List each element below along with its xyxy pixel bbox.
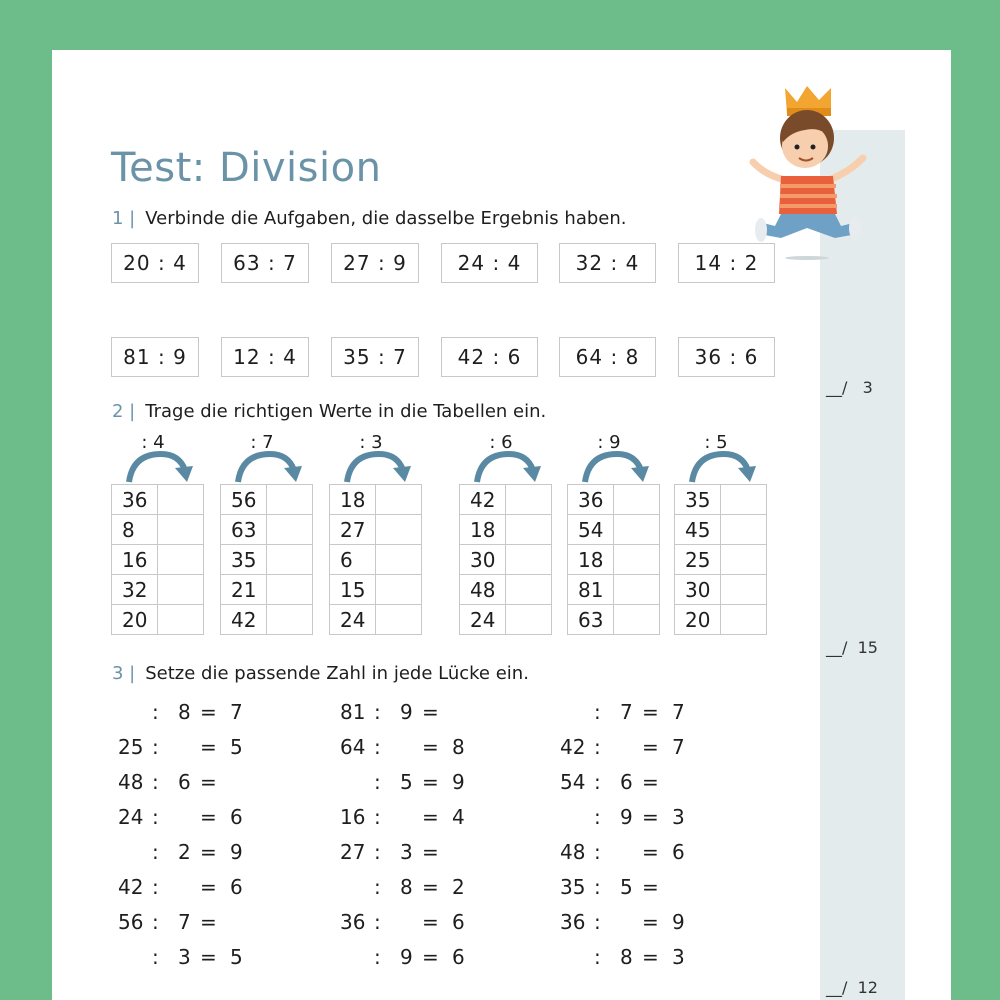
curved-arrow-icon	[232, 448, 304, 484]
divide-sign: :	[594, 735, 601, 759]
table-row	[568, 605, 660, 635]
divide-sign: :	[594, 840, 601, 864]
answer-cell[interactable]	[506, 485, 552, 515]
curved-arrow-icon	[341, 448, 413, 484]
division-table	[220, 484, 313, 635]
dividend: 36	[560, 910, 586, 934]
divide-sign: :	[152, 770, 159, 794]
equation-row[interactable]	[118, 910, 258, 934]
table-row	[568, 485, 660, 515]
dividend: 42	[560, 735, 586, 759]
table-row	[221, 605, 313, 635]
equation-row[interactable]	[340, 945, 480, 969]
equals-sign: =	[422, 770, 439, 794]
answer-cell[interactable]	[506, 545, 552, 575]
table-row	[330, 515, 422, 545]
table-row	[112, 515, 204, 545]
answer-cell[interactable]	[158, 545, 204, 575]
equation-row[interactable]	[118, 735, 258, 759]
answer-cell[interactable]	[376, 545, 422, 575]
equation-row[interactable]	[560, 770, 700, 794]
table-row	[330, 605, 422, 635]
divisor: 3	[178, 945, 191, 969]
page-title: Test: Division	[111, 145, 382, 191]
divide-sign: :	[594, 910, 601, 934]
answer-cell[interactable]	[267, 575, 313, 605]
curved-arrow-icon	[686, 448, 758, 484]
equals-sign: =	[422, 700, 439, 724]
dividend-cell: 18	[330, 485, 376, 515]
table-row	[221, 575, 313, 605]
divide-sign: :	[374, 770, 381, 794]
table-row	[460, 545, 552, 575]
equation-row[interactable]	[118, 700, 258, 724]
dividend-cell: 56	[221, 485, 267, 515]
task-3-instruction	[112, 663, 529, 684]
score-task-3: __/ 12	[826, 978, 878, 997]
quotient: 2	[452, 875, 465, 899]
answer-cell[interactable]	[158, 605, 204, 635]
equation-row[interactable]	[340, 700, 480, 724]
answer-cell[interactable]	[376, 515, 422, 545]
answer-cell[interactable]	[158, 485, 204, 515]
dividend-cell: 24	[460, 605, 506, 635]
table-row	[568, 575, 660, 605]
equation-row[interactable]	[118, 805, 258, 829]
dividend-cell: 35	[675, 485, 721, 515]
answer-cell[interactable]	[506, 575, 552, 605]
quotient: 9	[230, 840, 243, 864]
equals-sign: =	[200, 805, 217, 829]
equals-sign: =	[200, 910, 217, 934]
table-row	[221, 485, 313, 515]
divide-sign: :	[152, 840, 159, 864]
divide-sign: :	[374, 700, 381, 724]
dividend: 42	[118, 875, 144, 899]
divisor: 2	[178, 840, 191, 864]
quotient: 3	[672, 805, 685, 829]
divide-sign: :	[152, 805, 159, 829]
dividend-cell: 18	[568, 545, 614, 575]
answer-cell[interactable]	[721, 485, 767, 515]
operator-label: : 3	[359, 432, 383, 453]
dividend-cell: 42	[460, 485, 506, 515]
divisor: 7	[178, 910, 191, 934]
table-row	[221, 515, 313, 545]
quotient: 5	[230, 945, 243, 969]
answer-cell[interactable]	[376, 485, 422, 515]
equals-sign: =	[642, 700, 659, 724]
equation-row[interactable]	[560, 945, 700, 969]
dividend-cell: 20	[675, 605, 721, 635]
answer-cell[interactable]	[614, 575, 660, 605]
divide-sign: :	[374, 840, 381, 864]
operator-label: : 9	[597, 432, 621, 453]
curved-arrow-icon	[123, 448, 195, 484]
equation-row[interactable]	[560, 910, 700, 934]
dividend-cell: 42	[221, 605, 267, 635]
equation-row[interactable]	[118, 770, 258, 794]
task-3-text: Setze die passende Zahl in jede Lücke ein.	[145, 663, 529, 684]
table-row	[112, 575, 204, 605]
dividend-cell: 16	[112, 545, 158, 575]
divide-sign: :	[152, 700, 159, 724]
dividend-cell: 63	[221, 515, 267, 545]
divisor: 3	[400, 840, 413, 864]
table-row	[330, 575, 422, 605]
table-row	[675, 485, 767, 515]
divisor: 8	[400, 875, 413, 899]
equation-row[interactable]	[340, 840, 480, 864]
operator-label: : 7	[250, 432, 274, 453]
divisor: 5	[400, 770, 413, 794]
answer-cell[interactable]	[506, 605, 552, 635]
table-row	[112, 605, 204, 635]
table-row	[330, 545, 422, 575]
quotient: 6	[452, 910, 465, 934]
dividend: 56	[118, 910, 144, 934]
equals-sign: =	[642, 840, 659, 864]
table-row	[460, 575, 552, 605]
equals-sign: =	[422, 840, 439, 864]
division-table	[111, 484, 204, 635]
quotient: 9	[672, 910, 685, 934]
division-table	[459, 484, 552, 635]
task-2-text: Trage die richtigen Werte in die Tabellen ein.	[145, 401, 547, 422]
table-row	[460, 605, 552, 635]
answer-cell[interactable]	[721, 515, 767, 545]
division-card[interactable]: 63 : 7	[221, 243, 309, 283]
divide-sign: :	[594, 875, 601, 899]
dividend-cell: 45	[675, 515, 721, 545]
dividend: 48	[560, 840, 586, 864]
divisor: 6	[620, 770, 633, 794]
divide-sign: :	[152, 875, 159, 899]
task-3-number: 3 |	[112, 663, 136, 684]
equation-row[interactable]	[560, 700, 700, 724]
equation-row[interactable]	[560, 875, 700, 899]
divisor: 7	[620, 700, 633, 724]
answer-cell[interactable]	[614, 545, 660, 575]
answer-cell[interactable]	[721, 575, 767, 605]
dividend-cell: 8	[112, 515, 158, 545]
equals-sign: =	[642, 805, 659, 829]
dividend: 36	[340, 910, 366, 934]
equals-sign: =	[642, 770, 659, 794]
dividend: 35	[560, 875, 586, 899]
divide-sign: :	[152, 945, 159, 969]
dividend-cell: 35	[221, 545, 267, 575]
answer-cell[interactable]	[158, 515, 204, 545]
divisor: 9	[400, 700, 413, 724]
equals-sign: =	[642, 945, 659, 969]
quotient: 7	[672, 735, 685, 759]
divide-sign: :	[594, 945, 601, 969]
quotient: 3	[672, 945, 685, 969]
division-card[interactable]: 32 : 4	[559, 243, 656, 283]
dividend: 25	[118, 735, 144, 759]
quotient: 9	[452, 770, 465, 794]
equals-sign: =	[422, 875, 439, 899]
curved-arrow-icon	[471, 448, 543, 484]
dividend: 54	[560, 770, 586, 794]
dividend-cell: 30	[460, 545, 506, 575]
table-row	[112, 545, 204, 575]
divide-sign: :	[152, 735, 159, 759]
table-row	[568, 545, 660, 575]
equals-sign: =	[642, 875, 659, 899]
divisor: 6	[178, 770, 191, 794]
answer-cell[interactable]	[267, 485, 313, 515]
answer-cell[interactable]	[614, 605, 660, 635]
table-row	[460, 515, 552, 545]
equals-sign: =	[642, 735, 659, 759]
division-card[interactable]: 14 : 2	[678, 243, 775, 283]
answer-cell[interactable]	[721, 605, 767, 635]
quotient: 6	[230, 875, 243, 899]
dividend-cell: 63	[568, 605, 614, 635]
divide-sign: :	[374, 910, 381, 934]
operator-label: : 6	[489, 432, 513, 453]
dividend-cell: 81	[568, 575, 614, 605]
equation-row[interactable]	[118, 875, 258, 899]
divisor: 8	[178, 700, 191, 724]
equals-sign: =	[422, 945, 439, 969]
equals-sign: =	[200, 770, 217, 794]
boy-with-crown-illustration	[745, 80, 870, 260]
divisor: 8	[620, 945, 633, 969]
score-column	[820, 130, 905, 1000]
equation-row[interactable]	[340, 875, 480, 899]
answer-cell[interactable]	[506, 515, 552, 545]
divide-sign: :	[374, 805, 381, 829]
division-table	[329, 484, 422, 635]
division-table	[567, 484, 660, 635]
division-table	[674, 484, 767, 635]
division-card[interactable]: 36 : 6	[678, 337, 775, 377]
table-row	[112, 485, 204, 515]
dividend: 27	[340, 840, 366, 864]
answer-cell[interactable]	[376, 605, 422, 635]
equation-row[interactable]	[340, 735, 480, 759]
quotient: 7	[230, 700, 243, 724]
task-1-number: 1 |	[112, 208, 136, 229]
divisor: 9	[400, 945, 413, 969]
quotient: 6	[230, 805, 243, 829]
divide-sign: :	[374, 945, 381, 969]
equals-sign: =	[200, 875, 217, 899]
division-card[interactable]: 42 : 6	[441, 337, 538, 377]
quotient: 4	[452, 805, 465, 829]
divide-sign: :	[374, 875, 381, 899]
answer-cell[interactable]	[376, 575, 422, 605]
score-task-2: __/ 15	[826, 638, 878, 657]
dividend-cell: 36	[568, 485, 614, 515]
equation-row[interactable]	[340, 805, 480, 829]
table-row	[568, 515, 660, 545]
equals-sign: =	[200, 840, 217, 864]
divisor: 9	[620, 805, 633, 829]
divide-sign: :	[152, 910, 159, 934]
divide-sign: :	[594, 700, 601, 724]
dividend-cell: 15	[330, 575, 376, 605]
division-card[interactable]: 27 : 9	[331, 243, 419, 283]
operator-label: : 5	[704, 432, 728, 453]
dividend-cell: 18	[460, 515, 506, 545]
table-row	[221, 545, 313, 575]
answer-cell[interactable]	[267, 605, 313, 635]
curved-arrow-icon	[579, 448, 651, 484]
equation-row[interactable]	[340, 770, 480, 794]
division-card[interactable]: 12 : 4	[221, 337, 309, 377]
divide-sign: :	[594, 805, 601, 829]
answer-cell[interactable]	[614, 515, 660, 545]
dividend: 64	[340, 735, 366, 759]
equals-sign: =	[200, 735, 217, 759]
equation-row[interactable]	[560, 805, 700, 829]
dividend-cell: 25	[675, 545, 721, 575]
dividend: 16	[340, 805, 366, 829]
dividend-cell: 20	[112, 605, 158, 635]
task-1-instruction	[112, 208, 626, 229]
dividend-cell: 30	[675, 575, 721, 605]
dividend: 24	[118, 805, 144, 829]
score-task-1: __/ 3	[826, 378, 873, 397]
equation-row[interactable]	[560, 840, 700, 864]
dividend-cell: 6	[330, 545, 376, 575]
answer-cell[interactable]	[267, 545, 313, 575]
table-row	[675, 575, 767, 605]
equation-row[interactable]	[340, 910, 480, 934]
equals-sign: =	[200, 945, 217, 969]
answer-cell[interactable]	[158, 575, 204, 605]
answer-cell[interactable]	[721, 545, 767, 575]
dividend-cell: 21	[221, 575, 267, 605]
divide-sign: :	[374, 735, 381, 759]
table-row	[330, 485, 422, 515]
task-1-text: Verbinde die Aufgaben, die dasselbe Ergebnis haben.	[145, 208, 627, 229]
division-card[interactable]: 35 : 7	[331, 337, 419, 377]
dividend-cell: 32	[112, 575, 158, 605]
divisor: 5	[620, 875, 633, 899]
table-row	[460, 485, 552, 515]
equation-row[interactable]	[118, 945, 258, 969]
table-row	[675, 545, 767, 575]
dividend-cell: 48	[460, 575, 506, 605]
divide-sign: :	[594, 770, 601, 794]
equals-sign: =	[200, 700, 217, 724]
equals-sign: =	[422, 805, 439, 829]
quotient: 6	[452, 945, 465, 969]
quotient: 6	[672, 840, 685, 864]
equation-row[interactable]	[560, 735, 700, 759]
dividend-cell: 36	[112, 485, 158, 515]
dividend: 81	[340, 700, 366, 724]
division-card[interactable]: 64 : 8	[559, 337, 656, 377]
dividend-cell: 54	[568, 515, 614, 545]
division-card[interactable]: 24 : 4	[441, 243, 538, 283]
table-row	[675, 605, 767, 635]
answer-cell[interactable]	[267, 515, 313, 545]
division-card[interactable]: 20 : 4	[111, 243, 199, 283]
equation-row[interactable]	[118, 840, 258, 864]
equals-sign: =	[422, 735, 439, 759]
table-row	[675, 515, 767, 545]
task-2-number: 2 |	[112, 401, 136, 422]
equals-sign: =	[422, 910, 439, 934]
division-card[interactable]: 81 : 9	[111, 337, 199, 377]
answer-cell[interactable]	[614, 485, 660, 515]
equals-sign: =	[642, 910, 659, 934]
quotient: 8	[452, 735, 465, 759]
quotient: 5	[230, 735, 243, 759]
dividend: 48	[118, 770, 144, 794]
quotient: 7	[672, 700, 685, 724]
dividend-cell: 27	[330, 515, 376, 545]
task-2-instruction	[112, 401, 546, 422]
operator-label: : 4	[141, 432, 165, 453]
dividend-cell: 24	[330, 605, 376, 635]
